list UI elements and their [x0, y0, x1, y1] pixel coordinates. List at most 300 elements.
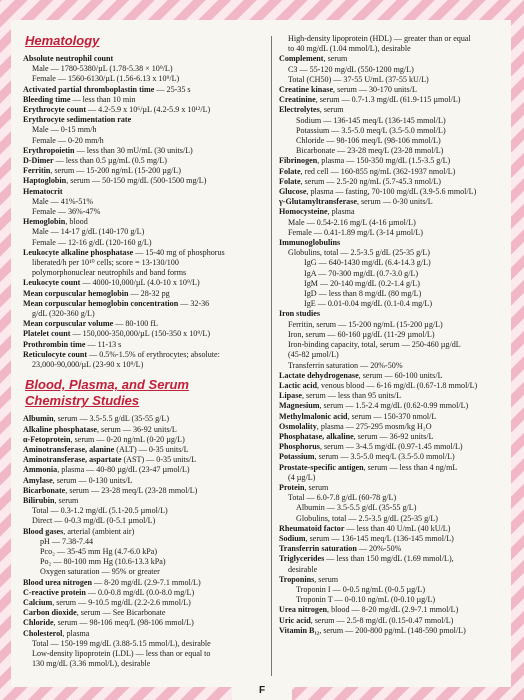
list-item	[279, 248, 513, 258]
test-value: , serum — 9-10.5 mg/dL (2.2-2.6 mmol/L)	[52, 597, 191, 607]
test-value: , plasma — 40-80 µg/dL (23-47 µmol/L)	[57, 465, 190, 475]
list-item	[23, 95, 257, 105]
test-value: , serum — 36-92 units/L	[353, 431, 434, 441]
test-name: Calcium	[23, 597, 53, 607]
test-name: Vitamin B₁₂	[279, 625, 320, 635]
test-value: , serum	[319, 105, 344, 115]
test-value: Chloride — 98-106 meq/L (98-106 mmol/L)	[296, 136, 441, 146]
test-value: — less than 30 mU/mL (30 units/L)	[74, 145, 193, 155]
test-value: polymorphonuclear neutrophils and band forms	[32, 268, 187, 278]
test-name: Absolute neutrophil count	[23, 54, 114, 63]
test-name: Chloride	[23, 618, 54, 628]
test-value: , serum — 50-150 mg/dL (500-1500 mg/L)	[66, 176, 207, 186]
list-item	[23, 278, 257, 288]
list-item	[279, 34, 513, 44]
test-value: (45-82 µmol/L)	[288, 350, 339, 360]
list-item	[279, 412, 513, 422]
list-item	[23, 608, 257, 618]
test-value: , serum — 136-145 meq/L (136-145 mmol/L)	[305, 533, 454, 543]
test-name: Albumin	[23, 414, 54, 424]
list-item	[279, 473, 513, 483]
test-value: — 28-32 pg	[128, 288, 170, 298]
list-item	[23, 578, 257, 588]
list-item	[279, 452, 513, 462]
test-value: C3 — 55-120 mg/dL (550-1200 mg/L)	[288, 64, 414, 74]
test-name: Triglycerides	[279, 554, 325, 564]
list-item	[23, 329, 257, 339]
test-name: Aminotransferase, alanine	[23, 444, 115, 454]
list-item	[279, 391, 513, 401]
test-name: Carbon dioxide	[23, 608, 77, 618]
test-value: — 0.0-0.8 mg/dL (0.0-8.0 mg/L)	[85, 587, 195, 597]
test-value: — less than 40 U/mL (40 kU/L)	[344, 523, 451, 533]
list-item	[279, 126, 513, 136]
test-name: γ-Glutamyltransferase	[279, 197, 357, 207]
test-name: Lactic acid	[279, 380, 317, 390]
list-item	[23, 649, 257, 659]
test-value: , serum — 1.5-2.4 mg/dL (0.62-0.99 mmol/L)	[319, 401, 469, 411]
test-value: , serum — 23-28 meq/L (23-28 mmol/L)	[65, 485, 198, 495]
test-value: , serum	[54, 495, 79, 505]
test-value: — 80-100 fL	[113, 319, 158, 329]
test-value: — 0.5%-1.5% of erythrocytes; absolute:	[87, 349, 220, 359]
list-item	[23, 74, 257, 84]
chemistry-list-left	[23, 414, 257, 669]
test-value: — 11-13 s	[85, 339, 122, 349]
test-value: , serum — 36-92 units/L	[97, 424, 177, 434]
list-item	[23, 629, 257, 639]
list-item	[279, 218, 513, 228]
list-item	[23, 476, 257, 486]
list-item	[279, 350, 513, 360]
test-name: Ammonia	[23, 465, 58, 475]
list-item	[23, 54, 257, 64]
test-name: D-Dimer	[23, 156, 54, 166]
list-item	[23, 115, 257, 125]
test-name: Activated partial thromboplastin time	[23, 84, 155, 94]
list-item	[23, 197, 257, 207]
test-value: , plasma	[62, 628, 90, 638]
test-value: IgG — 640-1430 mg/dL (6.4-14.3 g/L)	[304, 258, 431, 268]
list-item	[279, 483, 513, 493]
list-item	[279, 136, 513, 146]
list-item	[23, 445, 257, 455]
list-item	[279, 565, 513, 575]
test-value: Male — 0.54-2.16 mg/L (4-16 µmol/L)	[288, 217, 416, 227]
list-item	[279, 340, 513, 350]
list-item	[279, 95, 513, 105]
test-name: Hemoglobin	[23, 217, 66, 227]
test-value: , serum	[304, 482, 329, 492]
test-value: , serum — 98-106 meq/L (98-106 mmol/L)	[53, 618, 194, 628]
test-value: — 25-35 s	[154, 84, 191, 94]
test-value: — 4000-10,000/µL (4.0-10 x 10⁹/L)	[80, 278, 200, 288]
test-value: — 150,000-350,000/µL (150-350 x 10⁹/L)	[70, 329, 211, 339]
test-name: Iron studies	[279, 309, 321, 319]
test-value: Female — 1560-6130/µL (1.56-6.13 x 10⁹/L)	[32, 74, 180, 84]
list-item	[23, 166, 257, 176]
test-name: Lipase	[279, 391, 302, 401]
list-item	[279, 361, 513, 371]
test-value: , plasma — fasting, 70-100 mg/dL (3.9-5.6 mmol/L)	[306, 187, 477, 197]
list-item	[23, 455, 257, 465]
section-title-chemistry-line1: Blood, Plasma, and Serum	[25, 377, 189, 393]
test-value: — 32-36	[178, 298, 210, 308]
test-name: Blood gases	[23, 526, 64, 536]
test-value: Troponin I — 0-0.5 ng/mL (0-0.5 µg/L)	[296, 584, 426, 594]
test-value: (AST) — 0-35 units/L	[121, 455, 197, 465]
test-value: , serum — 15-200 ng/mL (15-200 µg/L)	[50, 166, 181, 176]
list-item	[23, 289, 257, 299]
test-value: , serum — 2.5-20 ng/mL (5.7-45.3 nmol/L)	[300, 176, 442, 186]
list-item	[23, 527, 257, 537]
hematology-list	[23, 54, 257, 370]
test-value: — less than 0.5 µg/mL (0.5 mg/L)	[53, 156, 167, 166]
test-value: , serum — 0-20 ng/mL (0-20 µg/L)	[70, 434, 185, 444]
list-item	[23, 105, 257, 115]
test-value: desirable	[288, 564, 318, 574]
test-name: Potassium	[279, 452, 315, 462]
test-name: Protein	[279, 482, 305, 492]
test-value: IgE — 0.01-0.04 mg/dL (0.1-0.4 mg/L)	[304, 299, 433, 309]
list-item	[279, 44, 513, 54]
test-value: Low-density lipoprotein (LDL) — less than or equal to	[32, 648, 211, 658]
test-name: Sodium	[279, 533, 306, 543]
list-item	[279, 167, 513, 177]
list-item	[23, 156, 257, 166]
list-item	[279, 289, 513, 299]
page-sheet	[11, 20, 511, 687]
test-value: , plasma — 275-295 mosm/kg H₂O	[316, 421, 432, 431]
list-item	[279, 432, 513, 442]
test-name: Magnesium	[279, 401, 320, 411]
list-item	[279, 605, 513, 615]
test-name: Erythropoietin	[23, 145, 75, 155]
list-item	[23, 227, 257, 237]
test-name: α-Fetoprotein	[23, 434, 71, 444]
test-value: IgM — 20-140 mg/dL (0.2-1.4 g/L)	[304, 278, 420, 288]
list-item	[23, 425, 257, 435]
list-item	[23, 207, 257, 217]
test-name: Bicarbonate	[23, 485, 66, 495]
list-item	[279, 228, 513, 238]
list-item	[23, 567, 257, 577]
list-item	[279, 65, 513, 75]
list-item	[279, 75, 513, 85]
list-item	[279, 156, 513, 166]
list-item	[279, 534, 513, 544]
test-name: C-reactive protein	[23, 587, 86, 597]
test-value: (ALT) — 0-35 units/L	[114, 444, 189, 454]
test-value: Potassium — 3.5-5.0 meq/L (3.5-5.0 mmol/L)	[296, 125, 446, 135]
list-item	[23, 537, 257, 547]
list-item	[23, 516, 257, 526]
list-item	[23, 268, 257, 278]
list-item	[279, 575, 513, 585]
list-item	[279, 187, 513, 197]
test-value: — 20%-50%	[356, 544, 402, 554]
test-value: Oxygen saturation — 95% or greater	[40, 567, 160, 577]
test-name: Folate	[279, 176, 301, 186]
list-item	[279, 197, 513, 207]
test-value: IgA — 70-300 mg/dL (0.7-3.0 g/L)	[304, 268, 419, 278]
list-item	[279, 554, 513, 564]
right-column	[279, 34, 513, 636]
test-name: Aminotransferase, aspartate	[23, 455, 122, 465]
test-value: Female — 0.41-1.89 mg/L (3-14 µmol/L)	[288, 227, 423, 237]
test-name: Leukocyte count	[23, 278, 81, 288]
list-item	[23, 309, 257, 319]
section-title-hematology: Hematology	[25, 33, 100, 48]
list-item	[279, 320, 513, 330]
test-name: Haptoglobin	[23, 176, 67, 186]
test-name: Bilirubin	[23, 495, 55, 505]
test-name: Rheumatoid factor	[279, 523, 345, 533]
test-value: liberated/h per 10¹⁰ cells; score = 13-130/100	[32, 258, 179, 268]
list-item	[279, 116, 513, 126]
test-value: Iron-binding capacity, total, serum — 250-460 µg/dL	[288, 340, 461, 350]
list-item	[23, 319, 257, 329]
test-value: pH — 7.38-7.44	[40, 536, 94, 546]
list-item	[23, 360, 257, 370]
test-name: Cholesterol	[23, 628, 63, 638]
list-item	[23, 217, 257, 227]
list-item	[279, 146, 513, 156]
test-value: — 4.2-5.9 x 10⁶/µL (4.2-5.9 x 10¹²/L)	[86, 105, 211, 115]
list-item	[23, 435, 257, 445]
test-value: 130 mg/dL (3.36 mmol/L), desirable	[32, 659, 151, 669]
list-item	[279, 422, 513, 432]
test-name: Erythrocyte count	[23, 105, 87, 115]
test-name: Urea nitrogen	[279, 605, 328, 615]
test-name: Mean corpuscular hemoglobin concentration	[23, 298, 179, 308]
test-name: Alkaline phosphatase	[23, 424, 97, 434]
list-item	[23, 659, 257, 669]
list-item	[23, 146, 257, 156]
test-value: , arterial (ambient air)	[63, 526, 135, 536]
test-value: Bicarbonate — 23-28 meq/L (23-28 mmol/L)	[296, 146, 444, 156]
test-value: Direct — 0-0.3 mg/dL (0-5.1 µmol/L)	[32, 516, 156, 526]
list-item	[279, 514, 513, 524]
list-item	[279, 524, 513, 534]
test-name: Amylase	[23, 475, 53, 485]
list-item	[279, 309, 513, 319]
test-value: Male — 41%-51%	[32, 196, 94, 206]
test-value: 23,000-90,000/µL (23-90 x 10⁹/L)	[32, 360, 144, 370]
test-value: , serum — 2.5-8 mg/dL (0.15-0.47 mmol/L)	[310, 615, 454, 625]
test-value: , blood — 8-20 mg/dL (2.9-7.1 mmol/L)	[327, 605, 459, 615]
test-value: Female — 0-20 mm/h	[32, 135, 104, 145]
test-value: , serum — 0-130 units/L	[52, 475, 133, 485]
test-value: g/dL (320-360 g/L)	[32, 309, 95, 319]
test-value: Total (CH50) — 37-55 U/mL (37-55 kU/L)	[288, 74, 429, 84]
test-value: , venous blood — 6-16 mg/dL (0.67-1.8 mmol/L)	[317, 380, 478, 390]
test-value: , plasma	[327, 207, 355, 217]
list-item	[279, 207, 513, 217]
list-item	[23, 136, 257, 146]
test-value: Po₂ — 80-100 mm Hg (10.6-13.3 kPa)	[40, 557, 166, 567]
test-value: IgD — less than 8 mg/dL (80 mg/L)	[304, 289, 422, 299]
list-item	[279, 330, 513, 340]
list-item	[23, 465, 257, 475]
test-value: , serum — 150-370 nmol/L	[347, 411, 437, 421]
test-value: , serum — 60-100 units/L	[358, 370, 443, 380]
test-name: Lactate dehydrogenase	[279, 370, 359, 380]
test-value: , serum — 3.5-5.0 meq/L (3.5-5.0 mmol/L)	[314, 452, 455, 462]
test-name: Erythrocyte sedimentation rate	[23, 115, 132, 125]
test-name: Uric acid	[279, 615, 311, 625]
test-value: , serum — 0-30 units/L	[356, 197, 433, 207]
list-item	[279, 85, 513, 95]
list-item	[279, 401, 513, 411]
test-name: Methylmalonic acid	[279, 411, 348, 421]
test-value: Troponin T — 0-0.10 ng/mL (0-0.10 µg/L)	[296, 595, 436, 605]
list-item	[23, 496, 257, 506]
list-item	[279, 626, 513, 636]
test-name: Bleeding time	[23, 94, 71, 104]
list-item	[279, 299, 513, 309]
test-value: — 8-20 mg/dL (2.9-7.1 mmol/L)	[91, 577, 201, 587]
list-item	[279, 54, 513, 64]
test-value: Total — 150-199 mg/dL (3.88-5.15 mmol/L), desirable	[32, 638, 211, 648]
test-value: Female — 36%-47%	[32, 207, 101, 217]
list-item	[279, 279, 513, 289]
list-item	[23, 414, 257, 424]
test-value: , serum — 200-800 pg/mL (148-590 pmol/L)	[319, 625, 466, 635]
test-name: Prothrombin time	[23, 339, 86, 349]
test-name: Ferritin	[23, 166, 51, 176]
test-value: Albumin — 3.5-5.5 g/dL (35-55 g/L)	[296, 503, 417, 513]
test-value: — less than 10 min	[70, 94, 136, 104]
test-value: Iron, serum — 60-160 µg/dL (11-29 µmol/L)	[288, 329, 435, 339]
list-item	[23, 299, 257, 309]
test-name: Immunoglobulins	[279, 238, 341, 248]
test-value: Ferritin, serum — 15-200 ng/mL (15-200 µg/L)	[288, 319, 443, 329]
test-value: , serum	[323, 54, 348, 64]
test-value: Male — 1780-5380/µL (1.78-5.38 × 10⁹/L)	[32, 64, 173, 74]
test-value: Male — 0-15 mm/h	[32, 125, 97, 135]
list-item	[23, 248, 257, 258]
test-name: Mean corpuscular hemoglobin	[23, 288, 129, 298]
test-name: Troponins	[279, 574, 315, 584]
test-value: to 40 mg/dL (1.04 mmol/L), desirable	[288, 44, 411, 54]
test-name: Transferrin saturation	[279, 544, 357, 554]
list-item	[279, 371, 513, 381]
test-value: Male — 14-17 g/dL (140-170 g/L)	[32, 227, 145, 237]
test-value: Transferrin saturation — 20%-50%	[288, 360, 403, 370]
list-item	[23, 258, 257, 268]
list-item	[279, 595, 513, 605]
page-letter: F	[258, 685, 266, 696]
test-name: Complement	[279, 54, 324, 64]
list-item	[279, 544, 513, 554]
column-divider	[271, 36, 272, 676]
test-name: Fibrinogen	[279, 156, 318, 166]
left-column	[23, 34, 257, 669]
test-name: Folate	[279, 166, 301, 176]
test-name: Phosphatase, alkaline	[279, 431, 354, 441]
test-name: Phosphorus	[279, 442, 320, 452]
test-name: Reticulocyte count	[23, 349, 88, 359]
list-item	[23, 486, 257, 496]
test-name: Glucose	[279, 187, 307, 197]
list-item	[23, 350, 257, 360]
list-item	[279, 269, 513, 279]
test-name: Homocysteine	[279, 207, 328, 217]
test-value: — less than 150 mg/dL (1.69 mmol/L),	[324, 554, 454, 564]
list-item	[279, 381, 513, 391]
list-item	[23, 598, 257, 608]
test-name: Prostate-specific antigen	[279, 462, 364, 472]
list-item	[279, 493, 513, 503]
list-item	[23, 64, 257, 74]
test-name: Leukocyte alkaline phosphatase	[23, 247, 134, 257]
test-name: Blood urea nitrogen	[23, 577, 92, 587]
test-name: Creatine kinase	[279, 85, 334, 95]
test-value: , serum — 0.7-1.3 mg/dL (61.9-115 µmol/L)	[315, 95, 461, 105]
list-item	[23, 340, 257, 350]
list-item	[279, 177, 513, 187]
chemistry-list-right	[279, 34, 513, 636]
footer-tab	[232, 684, 292, 700]
test-value: , serum — 3.5-5.5 g/dL (35-55 g/L)	[53, 414, 170, 424]
list-item	[279, 442, 513, 452]
list-item	[23, 618, 257, 628]
section-title-chemistry-line2: Chemistry Studies	[25, 393, 140, 409]
list-item	[23, 506, 257, 516]
test-value: Globulins, total — 2.5-3.5 g/dL (25-35 g/L)	[296, 513, 439, 523]
test-value: Female — 12-16 g/dL (120-160 g/L)	[32, 237, 152, 247]
test-value: , serum — less than 95 units/L	[301, 391, 402, 401]
list-item	[23, 187, 257, 197]
list-item	[279, 463, 513, 473]
list-item	[23, 588, 257, 598]
list-item	[279, 585, 513, 595]
list-item	[279, 616, 513, 626]
test-value: Total — 6.0-7.8 g/dL (60-78 g/L)	[288, 493, 397, 503]
test-value: , red cell — 160-855 ng/mL (362-1937 nmol/L)	[300, 166, 456, 176]
list-item	[23, 557, 257, 567]
test-value: Globulins, total — 2.5-3.5 g/dL (25-35 g/L)	[288, 248, 431, 258]
test-value: , serum	[314, 574, 339, 584]
test-value: , plasma — 150-350 mg/dL (1.5-3.5 g/L)	[317, 156, 451, 166]
list-item	[279, 503, 513, 513]
test-name: Osmolality	[279, 421, 317, 431]
test-value: Total — 0.3-1.2 mg/dL (5.1-20.5 µmol/L)	[32, 506, 168, 516]
test-value: (4 µg/L)	[288, 472, 316, 482]
test-value: , serum — 30-170 units/L	[333, 85, 417, 95]
test-value: , serum — less than 4 ng/mL	[363, 462, 458, 472]
test-value: Pco₂ — 35-45 mm Hg (4.7-6.0 kPa)	[40, 546, 158, 556]
list-item	[279, 238, 513, 248]
list-item	[279, 258, 513, 268]
test-value: — 15-40 mg of phosphorus	[133, 247, 225, 257]
test-name: Electrolytes	[279, 105, 320, 115]
test-name: Creatinine	[279, 95, 316, 105]
test-value: , serum — 3-4.5 mg/dL (0.97-1.45 mmol/L)	[319, 442, 463, 452]
list-item	[23, 125, 257, 135]
test-name: Hematocrit	[23, 186, 63, 196]
test-name: Platelet count	[23, 329, 71, 339]
list-item	[23, 85, 257, 95]
list-item	[23, 639, 257, 649]
test-value: , serum — See Bicarbonate	[76, 608, 166, 618]
test-name: Mean corpuscular volume	[23, 319, 114, 329]
list-item	[23, 238, 257, 248]
test-value: High-density lipoprotein (HDL) — greater than or equal	[288, 34, 471, 43]
list-item	[23, 547, 257, 557]
list-item	[23, 176, 257, 186]
